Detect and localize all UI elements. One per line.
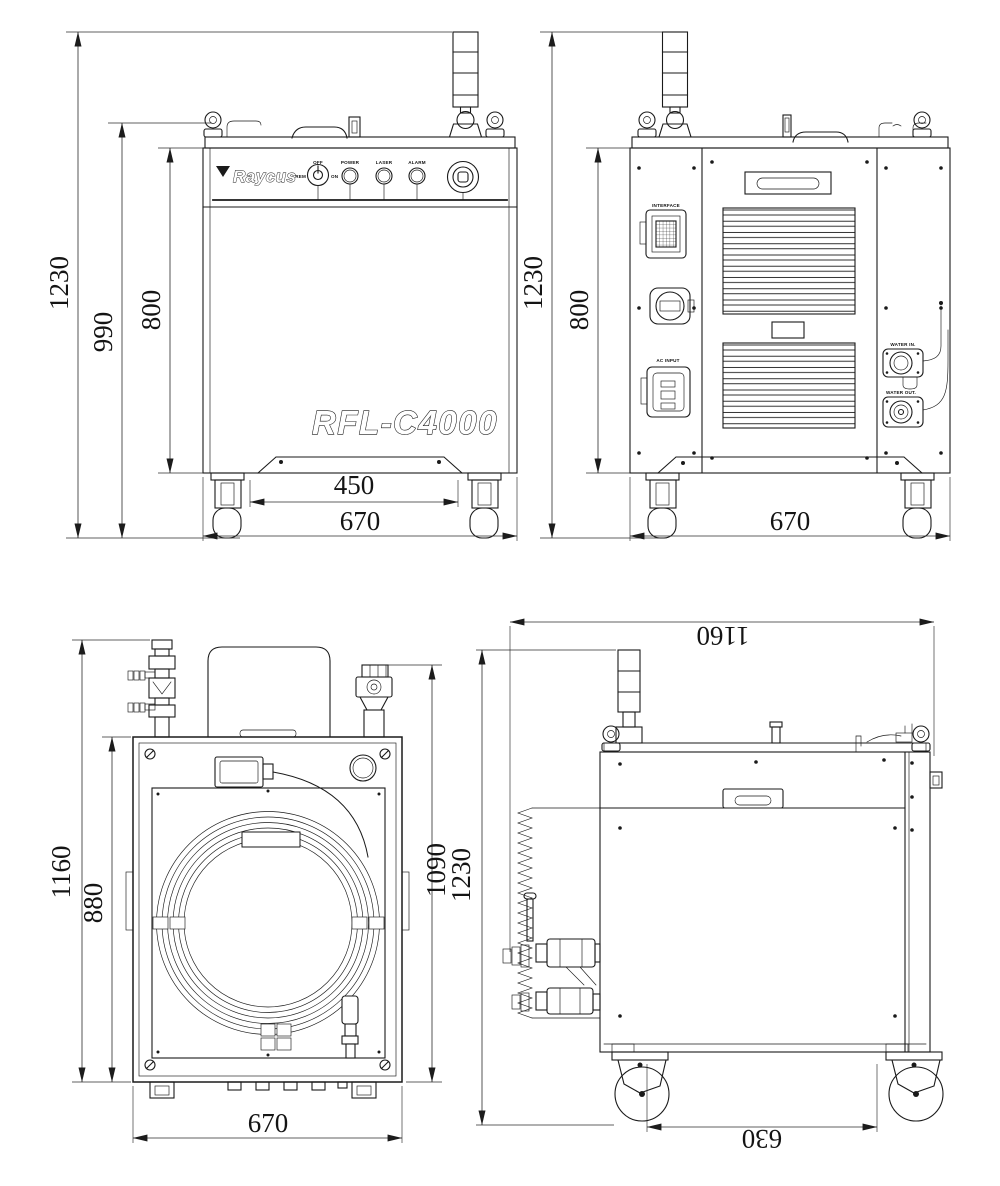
water-pipes	[923, 301, 948, 410]
interface-connector[interactable]	[640, 210, 686, 258]
water-in-connector[interactable]	[883, 349, 923, 389]
water-out-connector-label: WATER OUT.	[886, 390, 916, 395]
dim-side-total-height: 1230	[446, 848, 476, 902]
top-rail	[205, 117, 515, 148]
swivel-caster	[612, 1052, 943, 1121]
side-screws	[618, 758, 914, 1018]
dim-top-body-depth: 880	[78, 882, 108, 924]
water-in-connector-label: WATER IN.	[890, 342, 916, 347]
dim-front-caster-span: 450	[333, 470, 375, 500]
dim-front-width: 670	[339, 506, 381, 536]
fiber-holder-box	[215, 757, 273, 787]
vent-grille-lower	[723, 343, 855, 428]
label-plate	[772, 322, 804, 338]
interface-connector-label: INTERFACE	[652, 203, 680, 208]
front-dimensions	[44, 32, 517, 541]
power-indicator	[342, 168, 358, 200]
round-connector[interactable]	[650, 288, 694, 324]
brand-logo: Raycus	[233, 167, 297, 186]
signal-tower-icon	[616, 650, 642, 743]
signal-tower-icon	[659, 32, 691, 137]
top-view	[126, 640, 409, 1098]
dim-top-fitting-depth: 1090	[421, 843, 451, 897]
laser-indicator-label: LASER	[375, 160, 393, 165]
side-view	[503, 650, 943, 1121]
alarm-indicator	[409, 168, 425, 200]
side-dimensions	[446, 621, 934, 1154]
vent-grille-upper	[723, 208, 855, 314]
alarm-indicator-label: ALARM	[408, 160, 426, 165]
dim-side-caster-span: 630	[741, 1124, 783, 1154]
dim-rear-total-height: 1230	[518, 256, 548, 310]
raycus-logo-mark-icon	[216, 166, 230, 177]
rear-base	[658, 457, 922, 473]
rear-view	[630, 32, 950, 538]
switch-label-rem: REM	[295, 174, 306, 179]
qbh-output-connector	[342, 996, 358, 1058]
top-rail	[604, 722, 926, 752]
water-valve-assembly	[128, 640, 175, 737]
ac-input-connector-label: AC INPUT	[656, 358, 680, 363]
power-indicator-label: POWER	[340, 160, 360, 165]
dim-front-total-height: 1230	[44, 256, 74, 310]
front-control-panel	[216, 160, 479, 200]
laser-indicator	[376, 168, 392, 200]
dim-front-lift-height: 990	[88, 311, 118, 353]
top-rail	[632, 115, 948, 148]
signal-tower-icon	[450, 32, 482, 137]
mode-rotary-switch[interactable]	[308, 165, 329, 201]
top-hole	[350, 755, 376, 781]
cable-chain	[518, 808, 600, 1018]
dim-rear-width: 670	[769, 506, 811, 536]
lift-eyebolt	[602, 726, 930, 751]
front-view	[203, 32, 517, 538]
rear-bulge	[208, 647, 330, 737]
dim-top-total-depth: 1160	[46, 845, 76, 899]
water-out-connector[interactable]	[883, 397, 923, 427]
top-dimensions	[46, 640, 451, 1143]
switch-label-off: OFF	[313, 160, 323, 165]
ac-input-connector[interactable]	[641, 367, 690, 417]
cabinet-side	[600, 752, 942, 1052]
rear-center-panel	[723, 172, 855, 428]
model-nameplate: RFL-C4000	[312, 404, 498, 441]
key-switch[interactable]	[448, 162, 479, 201]
dim-side-total-depth: 1160	[696, 621, 750, 651]
switch-label-on: ON	[331, 174, 339, 179]
fiber-exit-fitting	[356, 665, 392, 737]
bottom-feet	[150, 1082, 376, 1098]
dim-rear-body-height: 800	[564, 289, 594, 331]
dim-front-body-height: 800	[136, 289, 166, 331]
dim-top-width: 670	[247, 1108, 289, 1138]
water-valves-side	[503, 893, 600, 1014]
